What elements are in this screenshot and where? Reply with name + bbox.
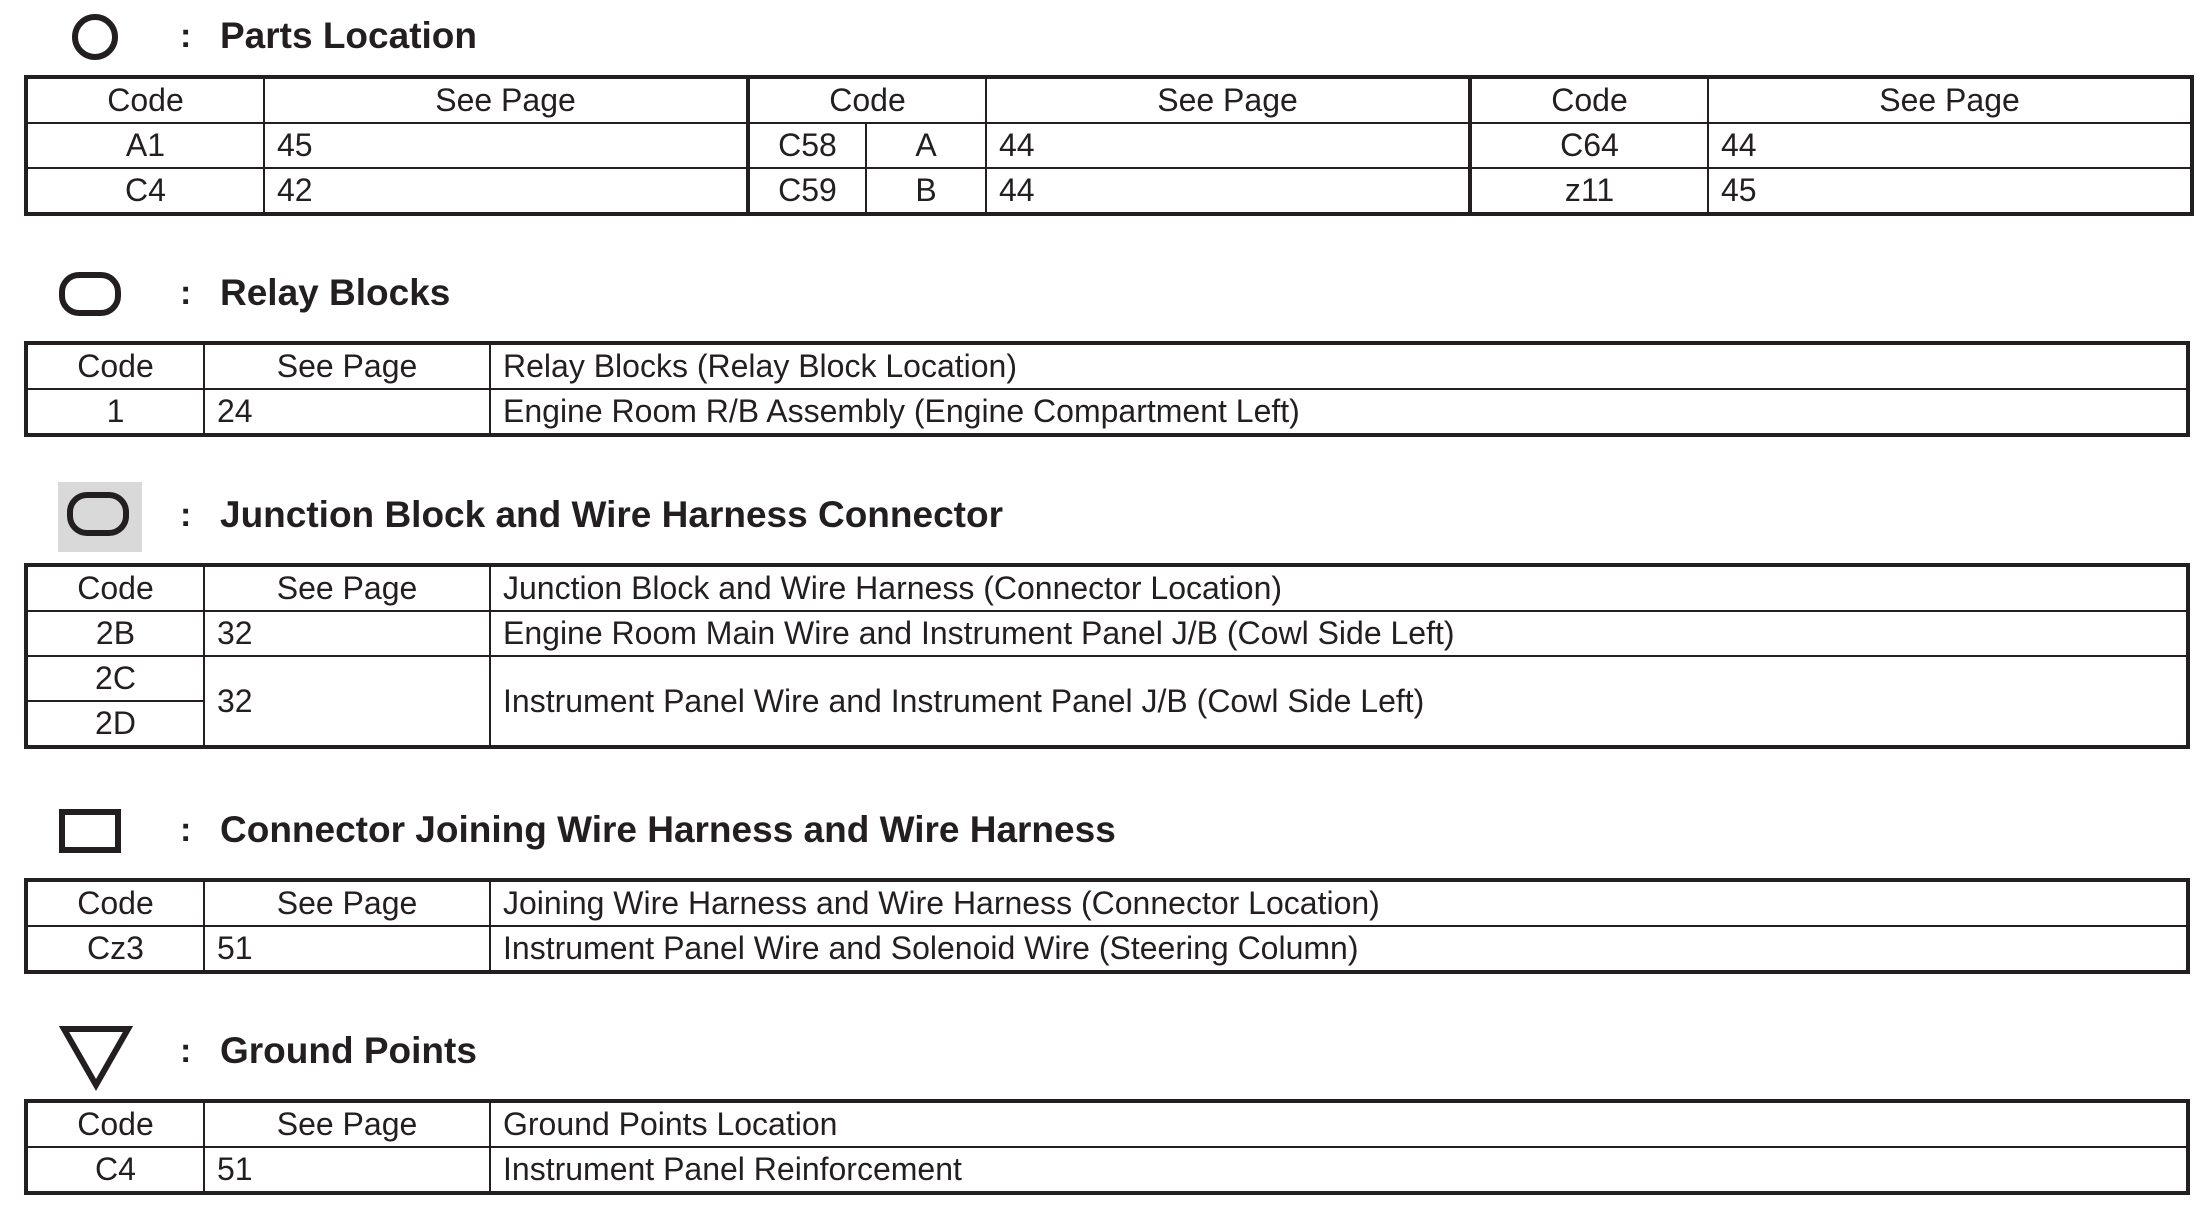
rounded-rectangle-shaded-icon [66, 489, 132, 541]
header-code: Code [26, 1101, 204, 1147]
circle-icon [70, 12, 120, 62]
table-row [26, 656, 2188, 701]
table-row [26, 123, 2192, 168]
section-title: Ground Points [220, 1030, 477, 1071]
header-see-page: See Page [204, 565, 490, 611]
code-cell: z11 [1470, 168, 1708, 214]
code-cell: C4 [26, 1147, 204, 1193]
header-location: Relay Blocks (Relay Block Location) [490, 343, 2188, 389]
table-row [26, 926, 2188, 972]
page-cell: 44 [986, 168, 1470, 214]
header-see-page: See Page [204, 1101, 490, 1147]
header-code: Code [26, 880, 204, 926]
header-see-page: See Page [986, 77, 1470, 123]
code-cell: 2B [26, 611, 204, 656]
page-cell: 51 [204, 1147, 490, 1193]
parts-location-table [24, 75, 2194, 216]
header-see-page: See Page [264, 77, 748, 123]
code-cell: A1 [26, 123, 264, 168]
table-header-row [26, 1101, 2188, 1147]
table-row [26, 611, 2188, 656]
sub-code-cell: B [866, 168, 986, 214]
section-title: Connector Joining Wire Harness and Wire Harness [220, 809, 1116, 850]
table-header-row [26, 77, 2192, 123]
page-cell: 45 [264, 123, 748, 168]
description-cell: Instrument Panel Reinforcement [490, 1147, 2188, 1193]
table-row [26, 168, 2192, 214]
header-see-page: See Page [204, 343, 490, 389]
section-title: Parts Location [220, 15, 477, 56]
code-cell: C58 [748, 123, 866, 168]
page-cell: 42 [264, 168, 748, 214]
ground-triangle-icon [58, 1023, 134, 1093]
code-cell: Cz3 [26, 926, 204, 972]
page-cell: 44 [986, 123, 1470, 168]
code-cell: C59 [748, 168, 866, 214]
page-cell: 24 [204, 389, 490, 435]
description-cell: Instrument Panel Wire and Solenoid Wire (Steering Column) [490, 926, 2188, 972]
parts-location-header [0, 0, 2212, 80]
sub-code-cell: A [866, 123, 986, 168]
junction-block-table [24, 563, 2190, 749]
table-row [26, 1147, 2188, 1193]
code-cell: C4 [26, 168, 264, 214]
code-cell: 2D [26, 701, 204, 747]
relay-blocks-header [0, 255, 2212, 335]
header-location: Ground Points Location [490, 1101, 2188, 1147]
rectangle-icon [58, 806, 124, 858]
junction-block-header [0, 476, 2212, 556]
section-colon: : [180, 1032, 192, 1070]
page-cell: 45 [1708, 168, 2192, 214]
code-cell: C64 [1470, 123, 1708, 168]
code-cell: 1 [26, 389, 204, 435]
page-cell: 44 [1708, 123, 2192, 168]
section-colon: : [180, 274, 192, 312]
section-colon: : [180, 17, 192, 55]
table-header-row [26, 343, 2188, 389]
header-code: Code [26, 77, 264, 123]
section-title: Relay Blocks [220, 272, 451, 313]
description-cell: Engine Room Main Wire and Instrument Panel J/B (Cowl Side Left) [490, 611, 2188, 656]
header-code: Code [748, 77, 986, 123]
connector-joining-header [0, 792, 2212, 872]
table-header-row [26, 565, 2188, 611]
header-see-page: See Page [1708, 77, 2192, 123]
header-location: Joining Wire Harness and Wire Harness (Connector Location) [490, 880, 2188, 926]
table-header-row [26, 880, 2188, 926]
ground-points-header [0, 1013, 2212, 1093]
header-location: Junction Block and Wire Harness (Connector Location) [490, 565, 2188, 611]
rounded-rectangle-icon [58, 269, 124, 321]
page-cell: 32 [204, 611, 490, 656]
header-see-page: See Page [204, 880, 490, 926]
description-cell: Engine Room R/B Assembly (Engine Compartment Left) [490, 389, 2188, 435]
page-cell: 32 [204, 656, 490, 747]
section-colon: : [180, 496, 192, 534]
section-colon: : [180, 811, 192, 849]
connector-joining-table [24, 878, 2190, 974]
code-cell: 2C [26, 656, 204, 701]
relay-blocks-table [24, 341, 2190, 437]
header-code: Code [1470, 77, 1708, 123]
table-row [26, 389, 2188, 435]
header-code: Code [26, 565, 204, 611]
description-cell: Instrument Panel Wire and Instrument Panel J/B (Cowl Side Left) [490, 656, 2188, 747]
ground-points-table [24, 1099, 2190, 1195]
page-cell: 51 [204, 926, 490, 972]
header-code: Code [26, 343, 204, 389]
section-title: Junction Block and Wire Harness Connector [220, 494, 1003, 535]
